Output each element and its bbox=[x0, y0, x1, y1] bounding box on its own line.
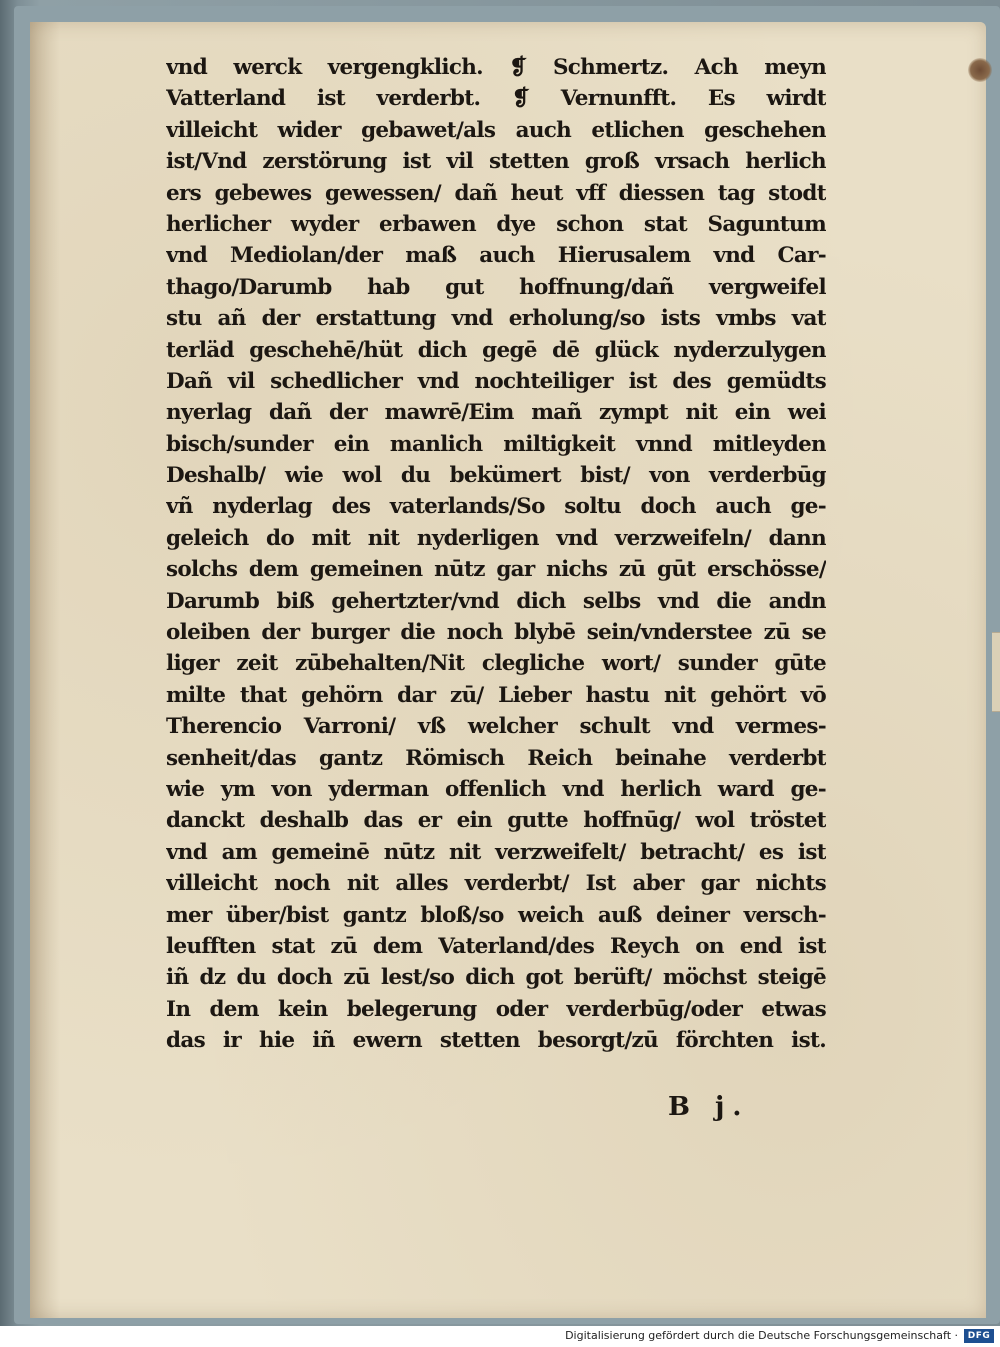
text-line: geleich do mit nit nyderligen vnd verzweifeln/ dann bbox=[166, 525, 826, 551]
text-line: nyerlag dañ der mawrē/Eim mañ zympt nit ein wei bbox=[166, 400, 826, 426]
text-line: villeicht noch nit alles verderbt/ Ist aber gar nichts bbox=[166, 871, 826, 897]
text-line: Darumb biß gehertzter/vnd dich selbs vnd die andn bbox=[166, 588, 826, 614]
text-line: ers gebewes gewessen/ dañ heut vff diessen tag stodt bbox=[166, 180, 826, 206]
stain-spot bbox=[968, 58, 992, 82]
dfg-logo-icon: DFG bbox=[964, 1329, 994, 1343]
text-line: Therencio Varroni/ vß welcher schult vnd vermes- bbox=[166, 714, 826, 740]
text-line: bisch/sunder ein manlich miltigkeit vnnd mitleyden bbox=[166, 431, 826, 457]
body-text bbox=[166, 52, 826, 1057]
text-line: In dem kein belegerung oder verderbūg/oder etwas bbox=[166, 996, 826, 1022]
text-line: vnd Mediolan/der maß auch Hierusalem vnd Car- bbox=[166, 243, 826, 269]
text-line: leufften stat zū dem Vaterland/des Reych on end ist bbox=[166, 933, 826, 959]
text-line: vnd werck vergengklich. ❡ Schmertz. Ach meyn bbox=[166, 55, 826, 80]
page-edge-tab bbox=[992, 632, 1000, 712]
funding-credit: Digitalisierung gefördert durch die Deutsche Forschungsgemeinschaft · bbox=[565, 1329, 958, 1342]
signature-mark: B j. bbox=[668, 1092, 750, 1122]
text-line: Deshalb/ wie wol du bekümert bist/ von verderbūg bbox=[166, 463, 826, 489]
text-line: iñ dz du doch zū lest/so dich got berüft/ möchst steigē bbox=[166, 965, 826, 991]
text-line: Vatterland ist verderbt. ❡ Vernunfft. Es wirdt bbox=[166, 86, 826, 112]
text-line: das ir hie iñ ewern stetten besorgt/zū förchten ist. bbox=[166, 1028, 826, 1054]
text-line: liger zeit zūbehalten/Nit clegliche wort/ sunder gūte bbox=[166, 651, 826, 677]
text-line: wie ym von yderman offenlich vnd herlich ward ge- bbox=[166, 776, 826, 802]
text-line: vnd am gemeinē nūtz nit verzweifelt/ betracht/ es ist bbox=[166, 839, 826, 865]
text-line: vñ nyderlag des vaterlands/So soltu doch auch ge- bbox=[166, 494, 826, 520]
text-line: terläd geschehē/hüt dich gegē dē glück nyderzulygen bbox=[166, 337, 826, 363]
footer-bar bbox=[0, 1326, 1000, 1347]
text-line: thago/Darumb hab gut hoffnung/dañ vergweifel bbox=[166, 274, 826, 300]
text-line: senheit/das gantz Römisch Reich beinahe verderbt bbox=[166, 745, 826, 771]
text-line: herlicher wyder erbawen dye schon stat Saguntum bbox=[166, 211, 826, 237]
text-line: stu añ der erstattung vnd erholung/so ists vmbs vat bbox=[166, 306, 826, 332]
text-line: milte that gehörn dar zū/ Lieber hastu nit gehört vō bbox=[166, 682, 826, 708]
text-line: villeicht wider gebawet/als auch etlichen geschehen bbox=[166, 117, 826, 143]
text-line: oleiben der burger die noch blybē sein/vnderstee zū se bbox=[166, 620, 826, 646]
text-line: mer über/bist gantz bloß/so weich auß deiner versch- bbox=[166, 902, 826, 928]
text-line: solchs dem gemeinen nūtz gar nichs zū gūt erschösse/ bbox=[166, 557, 826, 583]
text-line: danckt deshalb das er ein gutte hoffnūg/ wol tröstet bbox=[166, 808, 826, 834]
text-line: Dañ vil schedlicher vnd nochteiliger ist des gemüdts bbox=[166, 368, 826, 394]
text-line: ist/Vnd zerstörung ist vil stetten groß vrsach herlich bbox=[166, 149, 826, 175]
